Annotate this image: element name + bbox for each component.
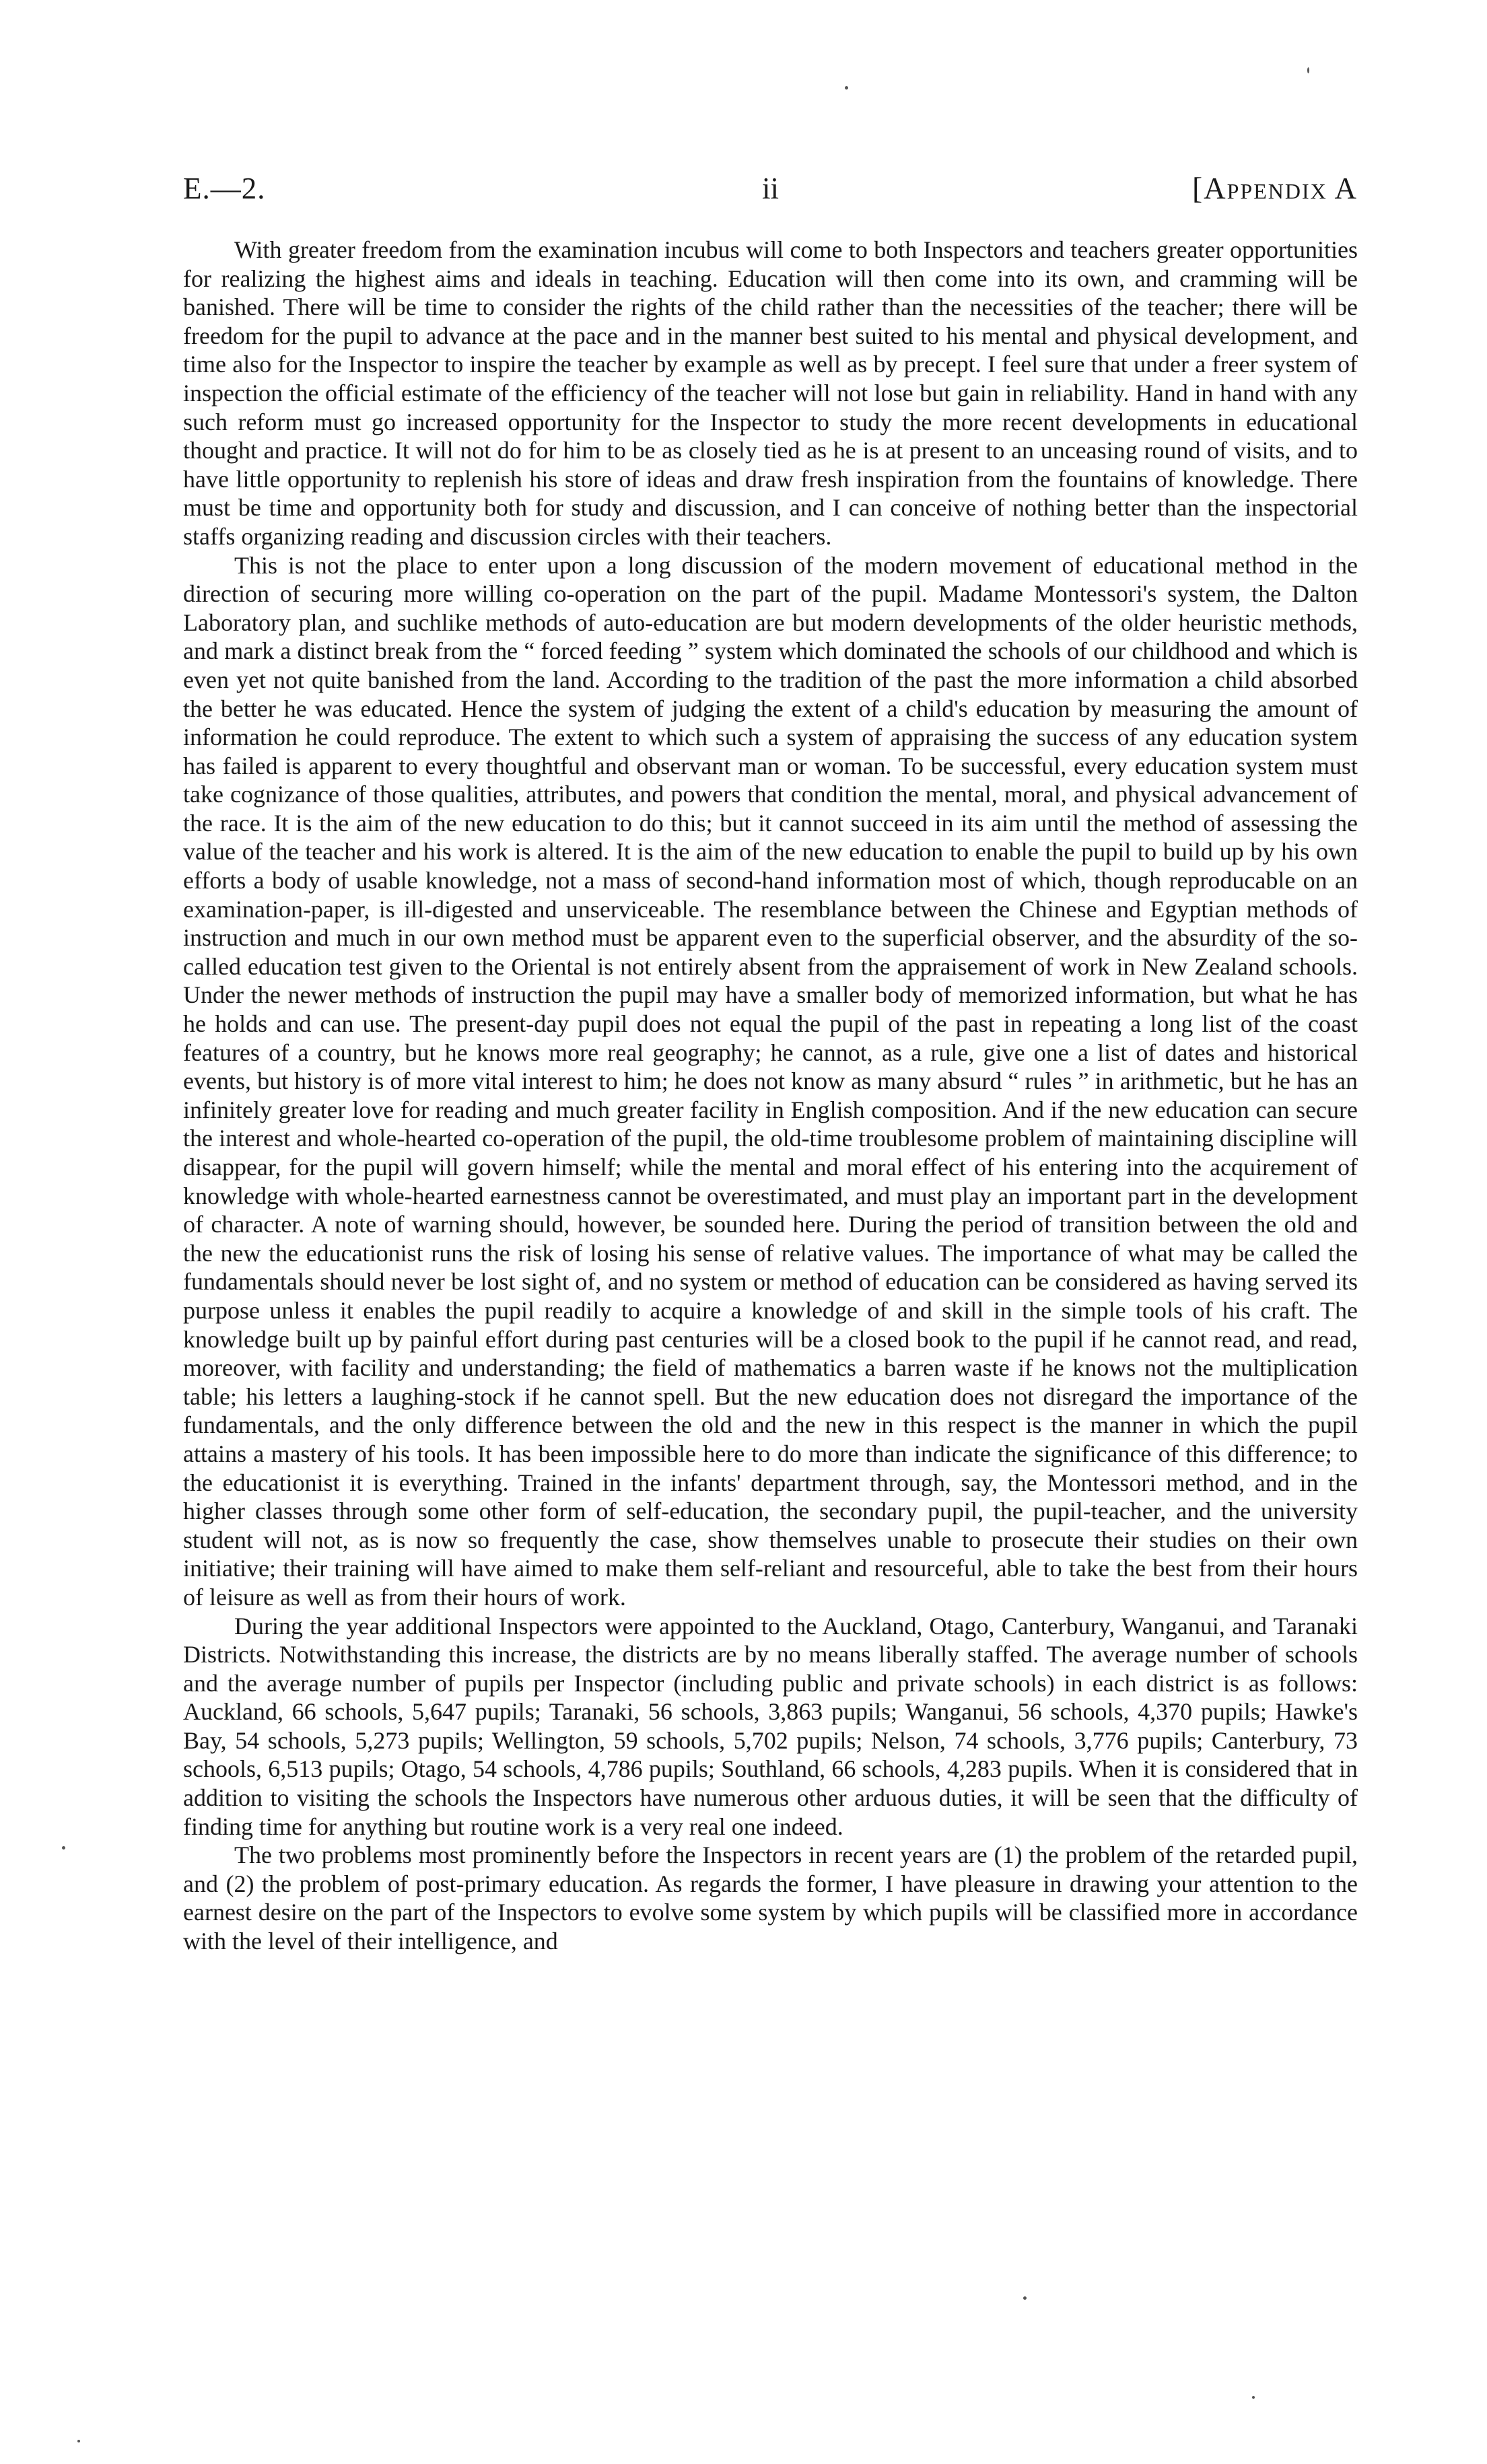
- appendix-label: [Appendix A: [1192, 172, 1358, 205]
- paragraph-inspector-staffing: During the year additional Inspectors were appointed to the Auckland, Otago, Canterbury, Wanganui, and Taranaki Districts. Notwithstanding this increase, the districts are by no means liberally staffed. The average number of schools and the average number of pupils per Inspector (including public and private schools) in each district is as follows: Auckland, 66 schools, 5,647 pupils; Taranaki, 56 schools, 3,863 pupils; Wanganui, 56 schools, 4,370 pupils; Hawke's Bay, 54 schools, 5,273 pupils; Wellington, 59 schools, 5,702 pupils; Nelson, 74 schools, 3,776 pupils; Canterbury, 73 schools, 6,513 pupils; Otago, 54 schools, 4,786 pupils; Southland, 66 schools, 4,283 pupils. When it is considered that in addition to visiting the schools the Inspectors have numerous other arduous duties, it will be seen that the difficulty of finding time for anything but routine work is a very real one indeed.: [183, 1612, 1358, 1840]
- scan-speck: [1023, 2296, 1027, 2300]
- paragraph-educational-method: This is not the place to enter upon a long discussion of the modern movement of educational method in the direction of securing more willing co-operation on the part of the pupil. Madame Montessori's system, the Dalton Laboratory plan, and suchlike methods of auto-education are but modern developments of the older heuristic methods, and mark a distinct break from the “ forced feeding ” system which dominated the schools of our childhood and which is even yet not quite banished from the land. According to the tradition of the past the more information a child absorbed the better he was educated. Hence the system of judging the extent of a child's education by measuring the amount of information he could reproduce. The extent to which such a system of appraising the success of any education system has failed is apparent to every thoughtful and observant man or woman. To be successful, every education system must take cognizance of those qualities, attributes, and powers that condition the mental, moral, and physical advancement of the race. It is the aim of the new education to do this; but it cannot succeed in its aim until the method of assessing the value of the teacher and his work is altered. It is the aim of the new education to enable the pupil to build up by his own efforts a body of usable knowledge, not a mass of second-hand information most of which, though reproducable on an examination-paper, is ill-digested and unserviceable. The resemblance between the Chinese and Egyptian methods of instruction and much in our own method must be apparent even to the superficial observer, and the absurdity of the so-called education test given to the Oriental is not entirely absent from the appraisement of work in New Zealand schools. Under the newer methods of instruction the pupil may have a smaller body of memorized information, but what he has he holds and can use. The present-day pupil does not equal the pupil of the past in repeating a long list of the coast features of a country, but he knows more real geography; he cannot, as a rule, give one a list of dates and historical events, but history is of more vital interest to him; he does not know as many absurd “ rules ” in arithmetic, but he has an infinitely greater love for reading and much greater facility in English composition. And if the new education can secure the interest and whole-hearted co-operation of the pupil, the old-time troublesome problem of maintaining discipline will disappear, for the pupil will govern himself; while the mental and moral effect of his entering into the acquirement of knowledge with whole-hearted earnestness cannot be overestimated, and must play an important part in the development of character. A note of warning should, however, be sounded here. During the period of transition between the old and the new the educationist runs the risk of losing his sense of relative values. The importance of what may be called the fundamentals should never be lost sight of, and no system or method of education can be considered as having served its purpose unless it enables the pupil readily to acquire a knowledge of and skill in the simple tools of his craft. The knowledge built up by painful effort during past centuries will be a closed book to the pupil if he cannot read, and read, moreover, with facility and understanding; the field of mathematics a barren waste if he knows not the multiplication table; his letters a laughing-stock if he cannot spell. But the new education does not disregard the importance of the fundamentals, and the only difference between the old and the new in this respect is the manner in which the pupil attains a mastery of his tools. It has been impossible here to do more than indicate the significance of this difference; to the educationist it is everything. Trained in the infants' department through, say, the Montessori method, and in the higher classes through some other form of self-education, the secondary pupil, the pupil-teacher, and the university student will not, as is now so frequently the case, show themselves unable to prosecute their studies on their own initiative; their training will have aimed to make them self-reliant and resourceful, able to take the best from their hours of leisure as well as from their hours of work.: [183, 551, 1358, 1611]
- scan-speck: [1307, 67, 1309, 73]
- page-header: [183, 168, 1358, 209]
- scan-speck: [845, 86, 848, 90]
- report-code: E.—2.: [183, 172, 266, 205]
- scan-speck: [62, 1846, 65, 1850]
- page-number: ii: [761, 172, 779, 205]
- paragraph-examination-freedom: With greater freedom from the examination incubus will come to both Inspectors and teachers greater opportunities for realizing the highest aims and ideals in teaching. Education will then come into its own, and cramming will be banished. There will be time to consider the rights of the child rather than the necessities of the teacher; there will be freedom for the pupil to advance at the pace and in the manner best suited to his mental and physical development, and time also for the Inspector to inspire the teacher by example as well as by precept. I feel sure that under a freer system of inspection the official estimate of the efficiency of the teacher will not lose but gain in reliability. Hand in hand with any such reform must go increased opportunity for the Inspector to study the more recent developments in educational thought and practice. It will not do for him to be as closely tied as he is at present to an unceasing round of visits, and to have little opportunity to replenish his store of ideas and draw fresh inspiration from the fountains of knowledge. There must be time and opportunity both for study and discussion, and I can conceive of nothing better than the inspectorial staffs organizing reading and discussion circles with their teachers.: [183, 236, 1358, 550]
- scan-speck: [77, 2440, 80, 2442]
- paragraph-two-problems: The two problems most prominently before the Inspectors in recent years are (1) the problem of the retarded pupil, and (2) the problem of post-primary education. As regards the former, I have pleasure in drawing your attention to the earnest desire on the part of the Inspectors to evolve some system by which pupils will be classified more in accordance with the level of their intelligence, and: [183, 1841, 1358, 1955]
- scan-speck: [1252, 2396, 1255, 2399]
- body-text: [183, 236, 1358, 1956]
